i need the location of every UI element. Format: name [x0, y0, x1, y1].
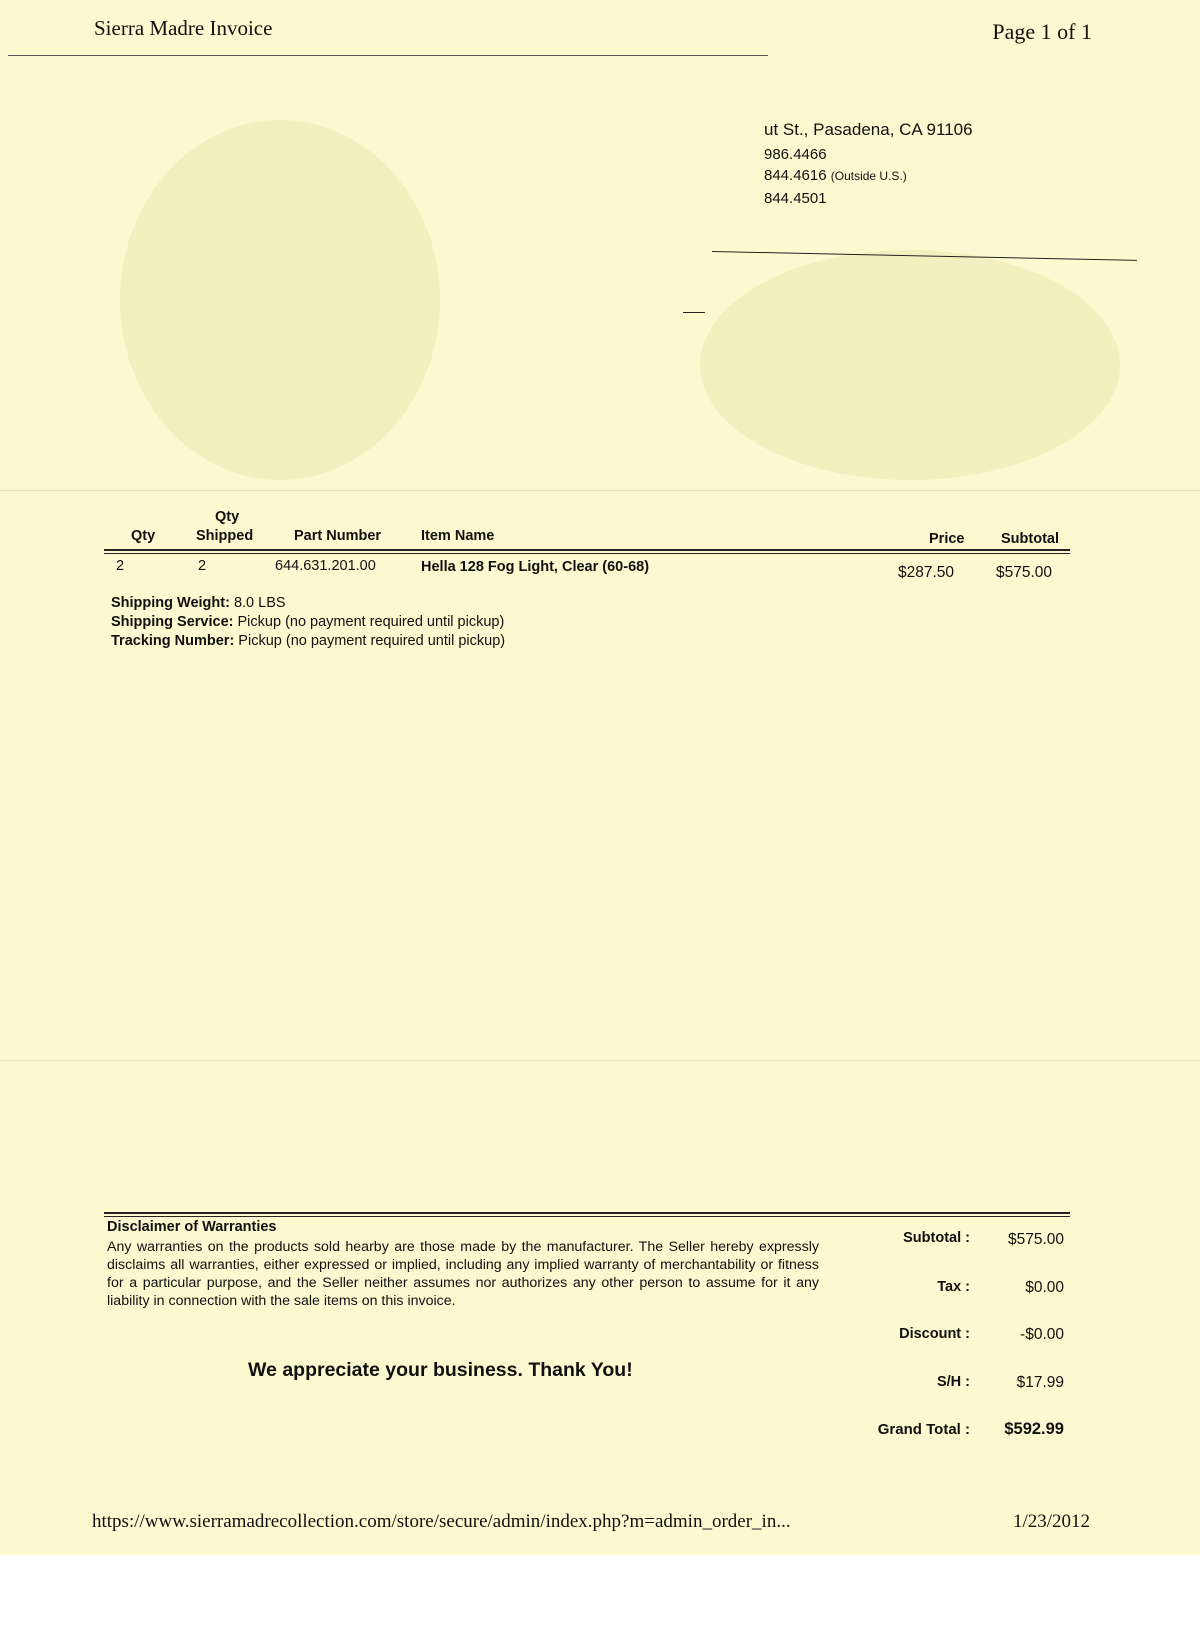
- shipping-weight-value: 8.0 LBS: [229, 595, 286, 611]
- invoice-title: Sierra Madre Invoice: [94, 16, 273, 40]
- store-phone-intl: [764, 167, 907, 184]
- totals-rule: [104, 1216, 1070, 1217]
- tax-value: $0.00: [1025, 1279, 1064, 1296]
- col-qty-shipped-bottom: Shipped: [196, 528, 254, 544]
- page-url: https://www.sierramadrecollection.com/store/secure/admin/index.php?m=admin_order_in...: [92, 1511, 791, 1532]
- stray-mark: [683, 312, 705, 313]
- shipping-weight: [111, 595, 286, 611]
- row-qty: 2: [116, 558, 125, 574]
- paper-fold: [0, 1060, 1200, 1061]
- store-phone: 986.4466: [764, 146, 827, 163]
- sh-label: S/H :: [936, 1374, 970, 1390]
- disclaimer-body: Any warranties on the products sold hearby are those made by the manufacturer. The Seller hereby expressly disclaims all warranties, either expressed or implied, including any implied warranty of merchantability or fitness for a particular purpose, and the Seller neither assumes nor authorizes any other person to assume for it any liability in connection with the sale items on this invoice.: [107, 1239, 819, 1309]
- col-subtotal: Subtotal: [1001, 531, 1059, 547]
- discount-value: -$0.00: [1020, 1326, 1064, 1343]
- shipping-weight-label: Shipping Weight:: [111, 595, 230, 611]
- grand-total-label: Grand Total :: [877, 1421, 970, 1438]
- tracking-number-label: Tracking Number:: [111, 633, 235, 649]
- row-price: $287.50: [898, 564, 955, 581]
- col-qty: Qty: [131, 528, 156, 544]
- header-divider: [8, 55, 768, 56]
- shipping-service-label: Shipping Service:: [111, 614, 234, 630]
- paper-smudge: [700, 250, 1120, 480]
- row-subtotal: $575.00: [996, 564, 1053, 581]
- tracking-number-value: Pickup (no payment required until pickup): [234, 633, 506, 649]
- store-street: ut St., Pasadena, CA 91106: [764, 120, 973, 139]
- row-item-name: Hella 128 Fog Light, Clear (60-68): [421, 559, 650, 575]
- table-header-rule: [104, 553, 1070, 554]
- store-phone-intl-number: 844.4616: [764, 167, 827, 184]
- paper-fold: [0, 490, 1200, 491]
- col-qty-shipped-top: Qty: [215, 509, 240, 525]
- paper-smudge: [120, 120, 440, 480]
- thank-you-message: We appreciate your business. Thank You!: [248, 1359, 633, 1381]
- store-phone-intl-note: (Outside U.S.): [830, 169, 907, 183]
- totals-rule: [104, 1212, 1070, 1214]
- sh-value: $17.99: [1016, 1374, 1064, 1391]
- tax-label: Tax :: [937, 1279, 970, 1295]
- store-fax: 844.4501: [764, 190, 827, 207]
- row-qty-shipped: 2: [198, 558, 207, 574]
- disclaimer-title: Disclaimer of Warranties: [107, 1219, 277, 1235]
- grand-total-value: $592.99: [1004, 1420, 1064, 1438]
- row-part-number: 644.631.201.00: [275, 558, 376, 574]
- page-indicator: Page 1 of 1: [992, 19, 1092, 44]
- shipping-service: [111, 614, 504, 630]
- discount-label: Discount :: [899, 1326, 970, 1342]
- print-date: 1/23/2012: [1012, 1511, 1090, 1532]
- subtotal-label: Subtotal :: [903, 1230, 970, 1246]
- shipping-service-value: Pickup (no payment required until pickup): [233, 614, 505, 630]
- tracking-number: [111, 633, 505, 649]
- col-item-name: Item Name: [421, 528, 495, 544]
- col-price: Price: [929, 531, 965, 547]
- col-part-number: Part Number: [294, 528, 382, 544]
- table-header-rule: [104, 549, 1070, 551]
- subtotal-value: $575.00: [1007, 1231, 1064, 1248]
